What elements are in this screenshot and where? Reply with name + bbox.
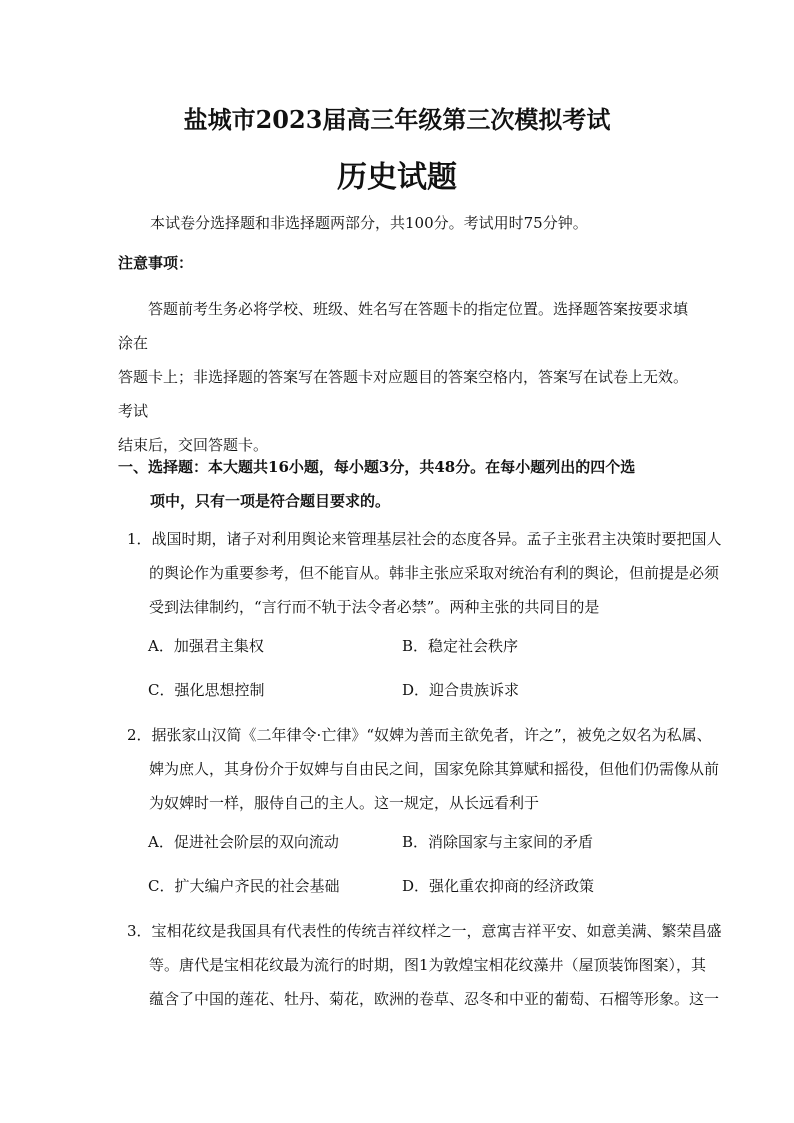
notice-line (118, 292, 688, 360)
question-line: 蕴含了中国的莲花、牡丹、菊花，欧洲的卷草、忍冬和中亚的葡萄、石榴等形象。这一 (149, 990, 720, 1008)
question-line: 婢为庶人，其身份介于奴婢与自由民之间，国家免除其算赋和摇役，但他们仍需像从前 (149, 760, 720, 778)
notice-line: 答题卡上；非选择题的答案写在答题卡对应题目的答案空格内，答案写在试卷上无效。考试 (118, 368, 689, 420)
notice-body (118, 292, 688, 462)
section-heading (118, 450, 703, 518)
exam-subtitle: 历史试题 (337, 160, 457, 195)
question-line: 2．据张家山汉简《二年律令·亡律》“奴婢为善而主欲免者，许之”，被免之奴名为私属、 (127, 726, 712, 744)
question-line: 1．战国时期，诸子对利用舆论来管理基层社会的态度各异。孟子主张君主决策时要把国人 (127, 530, 722, 548)
question-line: 受到法律制约，“言行而不轨于法令者必禁”。两种主张的共同目的是 (149, 598, 600, 616)
question-2-option-c[interactable]: C．扩大编户齐民的社会基础 (148, 877, 340, 895)
question-2-stem (127, 718, 720, 820)
intro-text: 本试卷分选择题和非选择题两部分，共100分。考试用时75分钟。 (150, 214, 588, 232)
question-1-option-a[interactable]: A．加强君主集权 (148, 637, 264, 655)
question-line: 为奴婢时一样，服侍自己的主人。这一规定，从长远看利于 (149, 794, 540, 812)
question-1-option-c[interactable]: C．强化思想控制 (148, 681, 265, 699)
question-1-option-d[interactable]: D．迎合贵族诉求 (402, 681, 520, 699)
notice-line: 结束后，交回答题卡。 (118, 436, 269, 454)
question-2-option-a[interactable]: A．促进社会阶层的双向流动 (148, 833, 339, 851)
question-2-option-b[interactable]: B．消除国家与主家间的矛盾 (402, 833, 594, 851)
section-heading-line: 一、选择题：本大题共16小题，每小题3分，共48分。在每小题列出的四个选 (118, 458, 636, 476)
section-heading-line: 项中，只有一项是符合题目要求的。 (150, 492, 391, 510)
question-line: 3．宝相花纹是我国具有代表性的传统吉祥纹样之一，意寓吉祥平安、如意美满、繁荣昌盛 (127, 922, 722, 940)
question-1-option-b[interactable]: B．稳定社会秩序 (402, 637, 519, 655)
notice-heading: 注意事项： (118, 254, 194, 272)
exam-title: 盐城市2023届高三年级第三次模拟考试 (183, 105, 611, 134)
question-3-stem (127, 914, 722, 1016)
question-line: 等。唐代是宝相花纹最为流行的时期，图1为敦煌宝相花纹藻井（屋顶装饰图案），其 (149, 956, 707, 974)
question-line: 的舆论作为重要参考，但不能盲从。韩非主张应采取对统治有利的舆论，但前提是必须 (149, 564, 720, 582)
notice-line-text: 答题前考生务必将学校、班级、姓名写在答题卡的指定位置。选择题答案按要求填涂在 (118, 300, 689, 352)
question-1-stem (127, 522, 722, 624)
question-2-option-d[interactable]: D．强化重农抑商的经济政策 (402, 877, 595, 895)
